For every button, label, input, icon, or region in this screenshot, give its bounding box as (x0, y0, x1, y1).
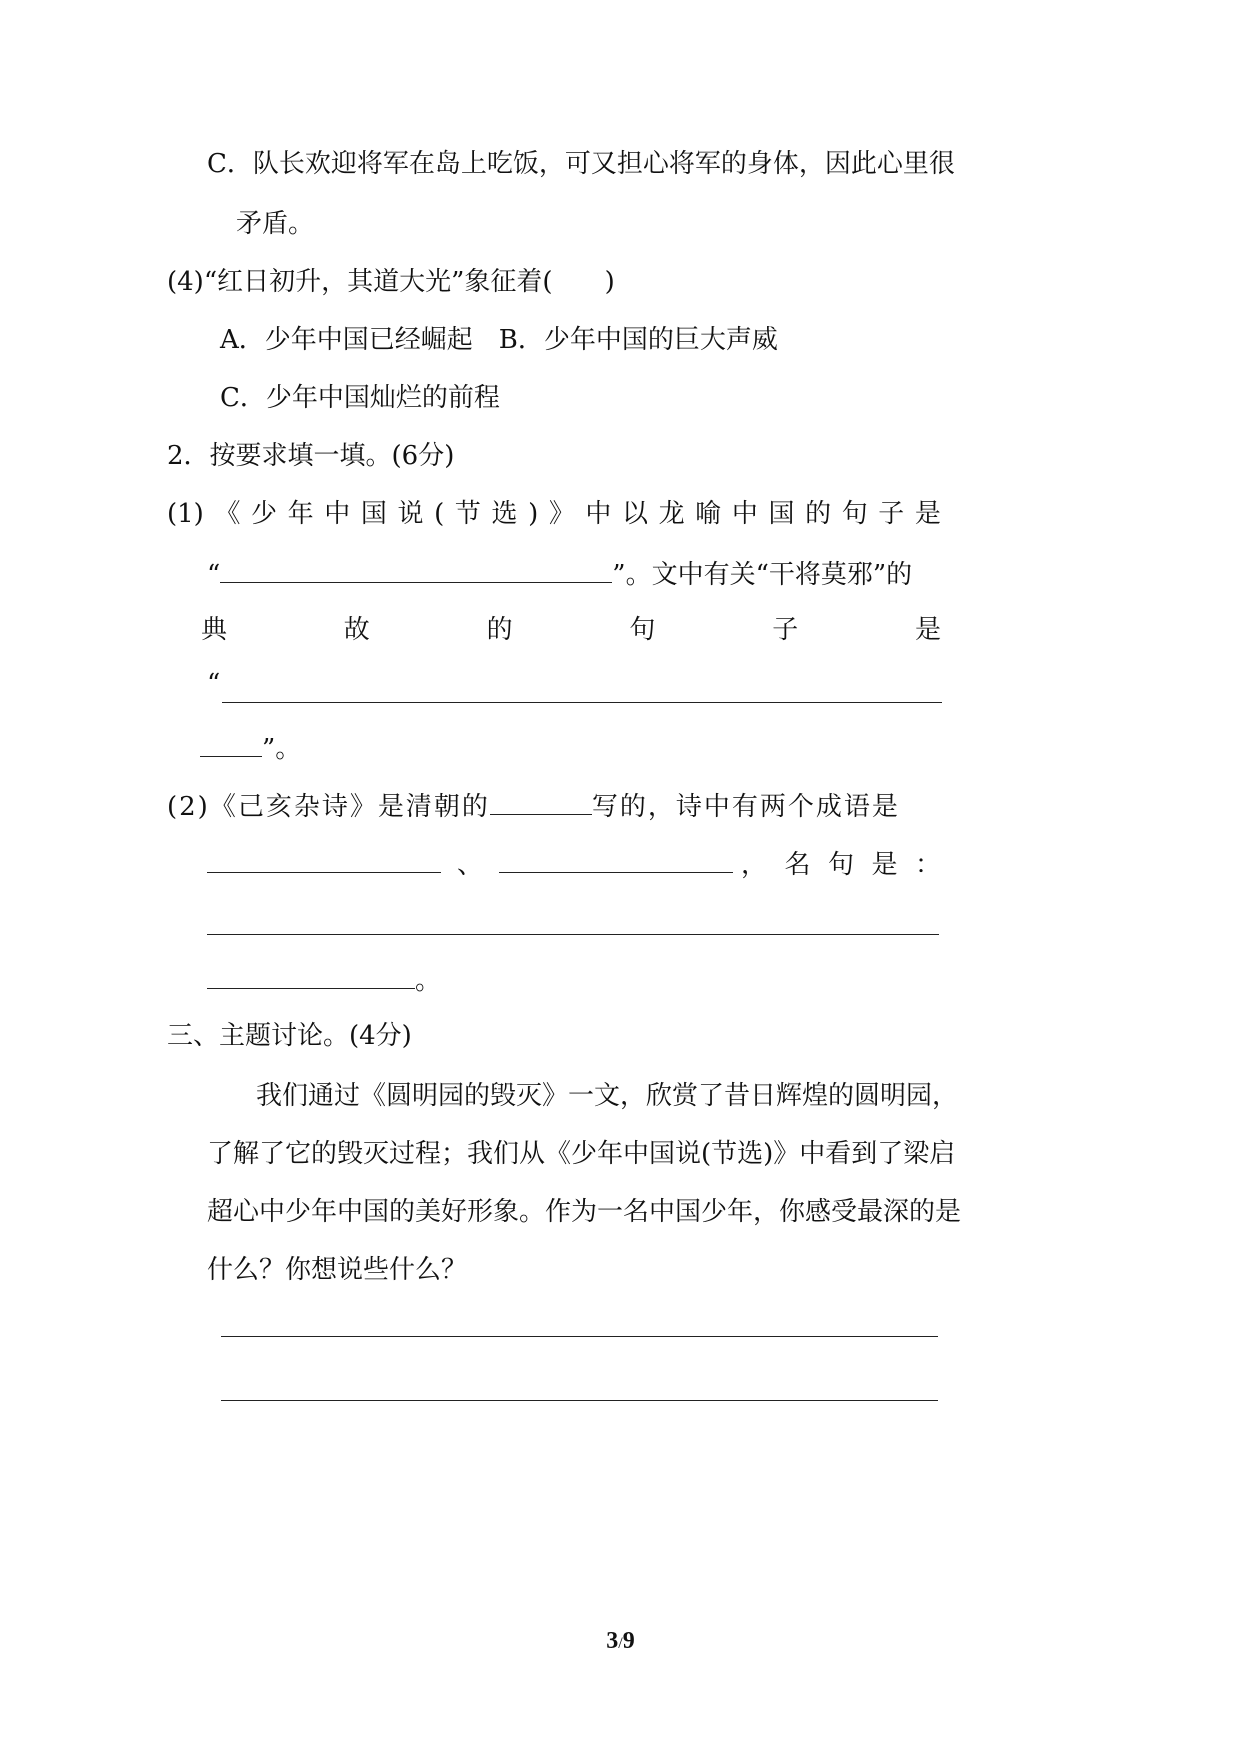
char: 国 (360, 499, 387, 529)
q1-3-option-c-continued (236, 208, 314, 240)
char: 》 (548, 499, 575, 529)
q1-4-option-c[interactable] (220, 382, 500, 414)
q2-2-line4 (207, 962, 441, 997)
answer-line-1[interactable] (221, 1336, 938, 1337)
q1-4-options-ab (220, 324, 778, 356)
char: 句 (629, 615, 656, 645)
q2-1-line5 (200, 730, 301, 765)
char: 是 (871, 850, 898, 880)
char: 名 (784, 850, 811, 880)
answer-line-2[interactable] (221, 1400, 938, 1401)
char: 句 (827, 850, 854, 880)
famous-line-blank[interactable] (207, 934, 939, 935)
option-a-label: A． (220, 325, 265, 355)
q2-title (167, 440, 454, 472)
q1-4-stem (167, 266, 615, 298)
idiom-1-blank[interactable] (207, 846, 441, 873)
char: 典 (201, 615, 228, 645)
q2-1-line2 (207, 556, 912, 591)
char: 以 (622, 499, 649, 529)
option-b-label: B． (498, 325, 544, 355)
char: 子 (878, 499, 905, 529)
page-number (0, 1628, 1241, 1655)
char: 句 (841, 499, 868, 529)
page-total: 9 (622, 1628, 635, 1654)
question-stem: “红日初升，其道大光”象征着( (203, 267, 553, 297)
q1-3-option-c (207, 148, 955, 180)
paragraph-text: 我们通过《圆明园的毁灭》一文，欣赏了昔日辉煌的圆明园， (256, 1081, 959, 1111)
section3-para-line1 (256, 1080, 958, 1112)
char: 《 (214, 499, 241, 529)
author-blank[interactable] (490, 788, 592, 815)
option-b[interactable] (499, 325, 778, 355)
option-text-continued: 矛盾。 (236, 209, 315, 239)
paragraph-text: 了解了它的毁灭过程；我们从《少年中国说(节选)》中看到了梁启 (207, 1139, 956, 1169)
option-a[interactable] (220, 325, 473, 355)
section-heading: 2．按要求填一填。(6分) (167, 441, 455, 471)
char: ) (528, 499, 539, 529)
char: 少 (251, 499, 278, 529)
famous-line-blank-cont[interactable] (207, 962, 415, 989)
q2-1-line4-quote (207, 668, 220, 700)
option-label: C． (207, 149, 253, 179)
ganjiang-sentence-blank[interactable] (222, 702, 942, 703)
paren-close: ) (604, 267, 615, 297)
idiom-2-blank[interactable] (499, 846, 733, 873)
paragraph-text: 什么？你想说些什么？ (207, 1255, 468, 1285)
char: 子 (772, 615, 799, 645)
char: ： (914, 850, 941, 880)
char: 年 (287, 499, 314, 529)
option-c-label: C． (220, 383, 266, 413)
section3-title (167, 1020, 412, 1052)
section3-para-line3 (207, 1196, 961, 1228)
open-quote: “ (207, 560, 221, 590)
q2-2-line2 (207, 846, 941, 881)
section-heading: 三、主题讨论。(4分) (167, 1021, 412, 1051)
option-c-text: 少年中国灿烂的前程 (265, 383, 500, 413)
end-mark: 。 (415, 966, 442, 996)
close-quote: ”。 (262, 734, 302, 764)
text-after-blank: ”。文中有关“干将莫邪”的 (612, 560, 913, 590)
char: 中 (731, 499, 758, 529)
char: 的 (486, 615, 513, 645)
page-separator: / (618, 1635, 623, 1652)
option-b-text: 少年中国的巨大声威 (543, 325, 778, 355)
question-number: (4) (167, 267, 204, 297)
ganjiang-sentence-blank-cont[interactable] (200, 730, 262, 757)
open-quote: “ (207, 669, 221, 699)
char: 是 (914, 499, 941, 529)
char: 说 (397, 499, 424, 529)
paragraph-text: 超心中少年中国的美好形象。作为一名中国少年，你感受最深的是 (207, 1197, 962, 1227)
char: 中 (324, 499, 351, 529)
question-number: (1) (167, 499, 204, 529)
char: 节 (454, 499, 481, 529)
option-text: 队长欢迎将军在岛上吃饭，可又担心将军的身体，因此心里很 (252, 149, 955, 179)
page-current: 3 (606, 1628, 619, 1654)
option-a-text: 少年中国已经崛起 (264, 325, 473, 355)
text-after-blank: 写的，诗中有两个成语是 (591, 792, 900, 822)
q2-1-line1 (167, 498, 941, 530)
char: 选 (491, 499, 518, 529)
text-before-blank: 《己亥杂诗》是清朝的 (209, 792, 490, 822)
section3-para-line2 (207, 1138, 955, 1170)
q2-1-line3 (201, 614, 941, 646)
question-number: (2) (167, 792, 210, 822)
char: ， (741, 850, 768, 880)
char: 国 (768, 499, 795, 529)
char: 故 (343, 615, 370, 645)
section3-para-line4 (207, 1254, 467, 1286)
separator: 、 (456, 850, 483, 880)
char: ( (434, 499, 445, 529)
char: 中 (585, 499, 612, 529)
char: 龙 (658, 499, 685, 529)
char: 喻 (695, 499, 722, 529)
q2-2-line1 (167, 788, 900, 823)
char: 的 (805, 499, 832, 529)
char: 是 (914, 615, 941, 645)
dragon-sentence-blank[interactable] (220, 556, 612, 583)
